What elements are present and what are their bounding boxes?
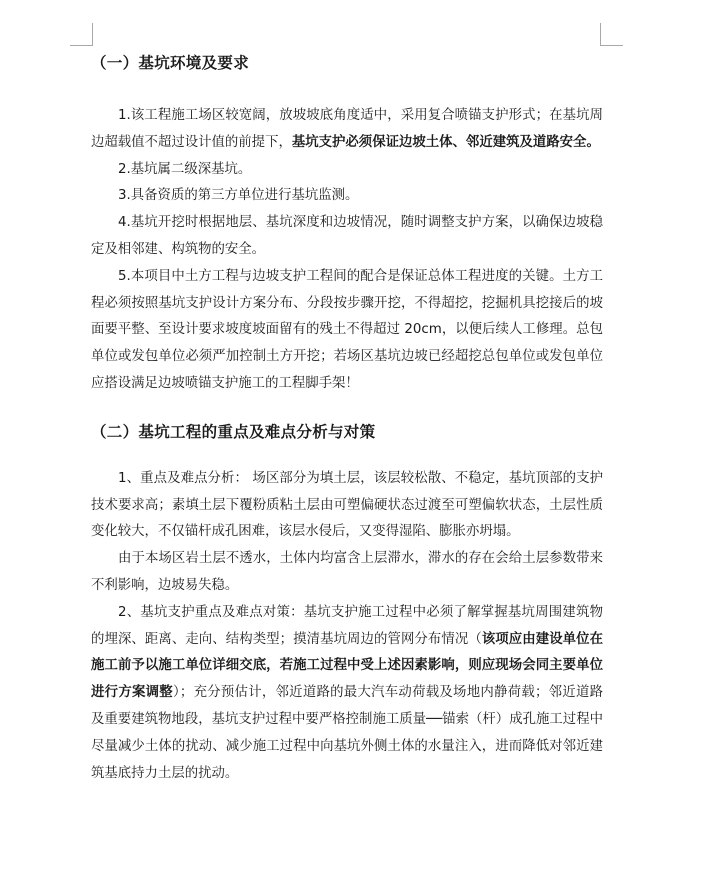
text-run: 4.基坑开挖时根据地层、基坑深度和边坡情况，随时调整支护方案，以确保边坡稳定及相邻建、构筑物的安全。 bbox=[91, 215, 603, 257]
section-heading-1: （一）基坑环境及要求 bbox=[91, 54, 250, 72]
paragraph bbox=[91, 157, 603, 184]
paragraph bbox=[91, 546, 603, 600]
text-run: 1.该工程施工场区较宽阔，放坡坡底角度适中，采用复合喷锚支护形式；在基坑周边超载值不超过设计值的前提下， bbox=[91, 108, 603, 150]
section-1-body bbox=[91, 103, 603, 398]
crop-mark-top-right bbox=[600, 23, 623, 46]
text-run: 2.基坑属二级深基坑。 bbox=[118, 161, 252, 177]
paragraph bbox=[91, 210, 603, 264]
paragraph bbox=[91, 264, 603, 398]
text-run: 2、基坑支护重点及难点对策：基坑支护施工过程中必须了解掌握基坑周围建筑物的埋深、距离、走向、结构类型；摸清基坑周边的管网分布情况（ bbox=[91, 604, 603, 647]
paragraph bbox=[91, 466, 603, 546]
text-run: 由于本场区岩土层不透水，土体内均富含上层滞水，滞水的存在会给土层参数带来不利影响，边坡易失稳。 bbox=[91, 551, 603, 593]
section-2-body bbox=[91, 466, 603, 788]
text-run: 5.本项目中土方工程与边坡支护工程间的配合是保证总体工程进度的关键。土方工程必须按照基坑支护设计方案分布、分段按步骤开挖，不得超挖，挖掘机具挖接后的坡面要平整、至设计要求坡度坡面留有的残土不得超过 20cm，以便后续人工修理。总包单位或发包单位必须严加控制土方开挖；若场区基坑边坡已经超挖总包单位或发包单位应搭设满足边坡喷锚支护施工的工程脚手架！ bbox=[91, 268, 603, 391]
paragraph bbox=[91, 103, 603, 157]
bold-text: 该项应由建设单位在施工前予以施工单位详细交底，若施工过程中受上述因素影响，则应现场会同主要单位进行方案调整 bbox=[91, 631, 604, 701]
section-heading-2: （二）基坑工程的重点及难点分析与对策 bbox=[91, 422, 376, 441]
document-body bbox=[91, 49, 603, 787]
bold-text: 基坑支护必须保证边坡土体、邻近建筑及道路安全。 bbox=[291, 134, 600, 150]
paragraph bbox=[91, 183, 603, 210]
text-run: 1、重点及难点分析： 场区部分为填土层，该层较松散、不稳定，基坑顶部的支护技术要求高；素填土层下覆粉质粘土层由可塑偏硬状态过渡至可塑偏软状态，土层性质变化较大，不仅锚杆成孔困难，该层水侵后，又变得湿陷、膨胀亦坍塌。 bbox=[91, 470, 603, 540]
text-run: ）；充分预估计，邻近道路的最大汽车动荷载及场地内静荷载；邻近道路及重要建筑物地段，基坑支护过程中要严格控制施工质量──锚索（杆）成孔施工过程中尽量减少土体的扰动、减少施工过程中向基坑外侧土体的水量注入，进而降低对邻近建筑基底持力土层的扰动。 bbox=[91, 685, 603, 781]
crop-mark-top-left bbox=[70, 23, 93, 46]
paragraph bbox=[91, 600, 603, 788]
text-run: 3.具备资质的第三方单位进行基坑监测。 bbox=[118, 188, 359, 204]
